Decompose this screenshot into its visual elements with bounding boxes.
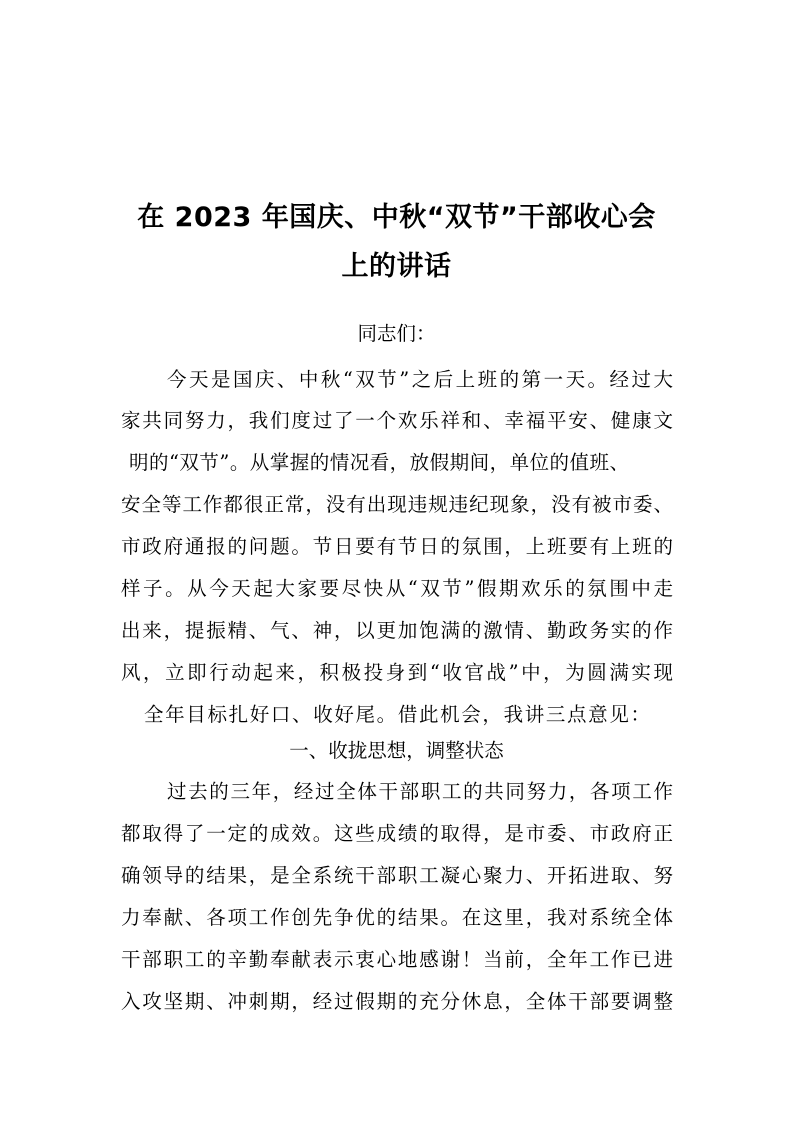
paragraph-1-line: 明的“双节”。从掌握的情况看，放假期间，单位的值班、	[129, 451, 629, 474]
paragraph-2-line: 确领导的结果，是全系统干部职工凝心聚力、开拓进取、努	[121, 864, 673, 887]
paragraph-1-line: 风，立即行动起来，积极投身到“收官战”中，为圆满实现	[121, 661, 673, 684]
document-title-line-1: 在 2023 年国庆、中秋“双节”干部收心会	[137, 202, 656, 233]
paragraph-2-line: 都取得了一定的成效。这些成绩的取得，是市委、市政府正	[121, 822, 673, 845]
paragraph-2-line: 入攻坚期、冲刺期，经过假期的充分休息，全体干部要调整	[121, 990, 673, 1013]
paragraph-2-line: 过去的三年，经过全体干部职工的共同努力，各项工作	[167, 780, 673, 803]
paragraph-1-line: 今天是国庆、中秋“双节”之后上班的第一天。经过大	[167, 368, 673, 391]
section-1-heading: 一、收拢思想，调整状态	[289, 739, 504, 762]
salutation: 同志们：	[357, 322, 436, 345]
paragraph-1-line: 全年目标扎好口、收好尾。借此机会，我讲三点意见：	[144, 703, 650, 726]
paragraph-1-line: 样子。从今天起大家要尽快从“双节”假期欢乐的氛围中走	[121, 577, 673, 600]
paragraph-2-line: 力奉献、各项工作创先争优的结果。在这里，我对系统全体	[121, 906, 673, 929]
paragraph-1-line: 市政府通报的问题。节日要有节日的氛围，上班要有上班的	[121, 535, 673, 558]
paragraph-2-line: 干部职工的辛勤奉献表示衷心地感谢！当前，全年工作已进	[121, 948, 673, 971]
paragraph-1-line: 家共同努力，我们度过了一个欢乐祥和、幸福平安、健康文	[121, 409, 673, 432]
paragraph-1-line: 安全等工作都很正常，没有出现违规违纪现象，没有被市委、	[121, 493, 673, 516]
document-title-line-2: 上的讲话	[341, 251, 452, 282]
paragraph-1-line: 出来，提振精、气、神，以更加饱满的激情、勤政务实的作	[121, 619, 673, 642]
